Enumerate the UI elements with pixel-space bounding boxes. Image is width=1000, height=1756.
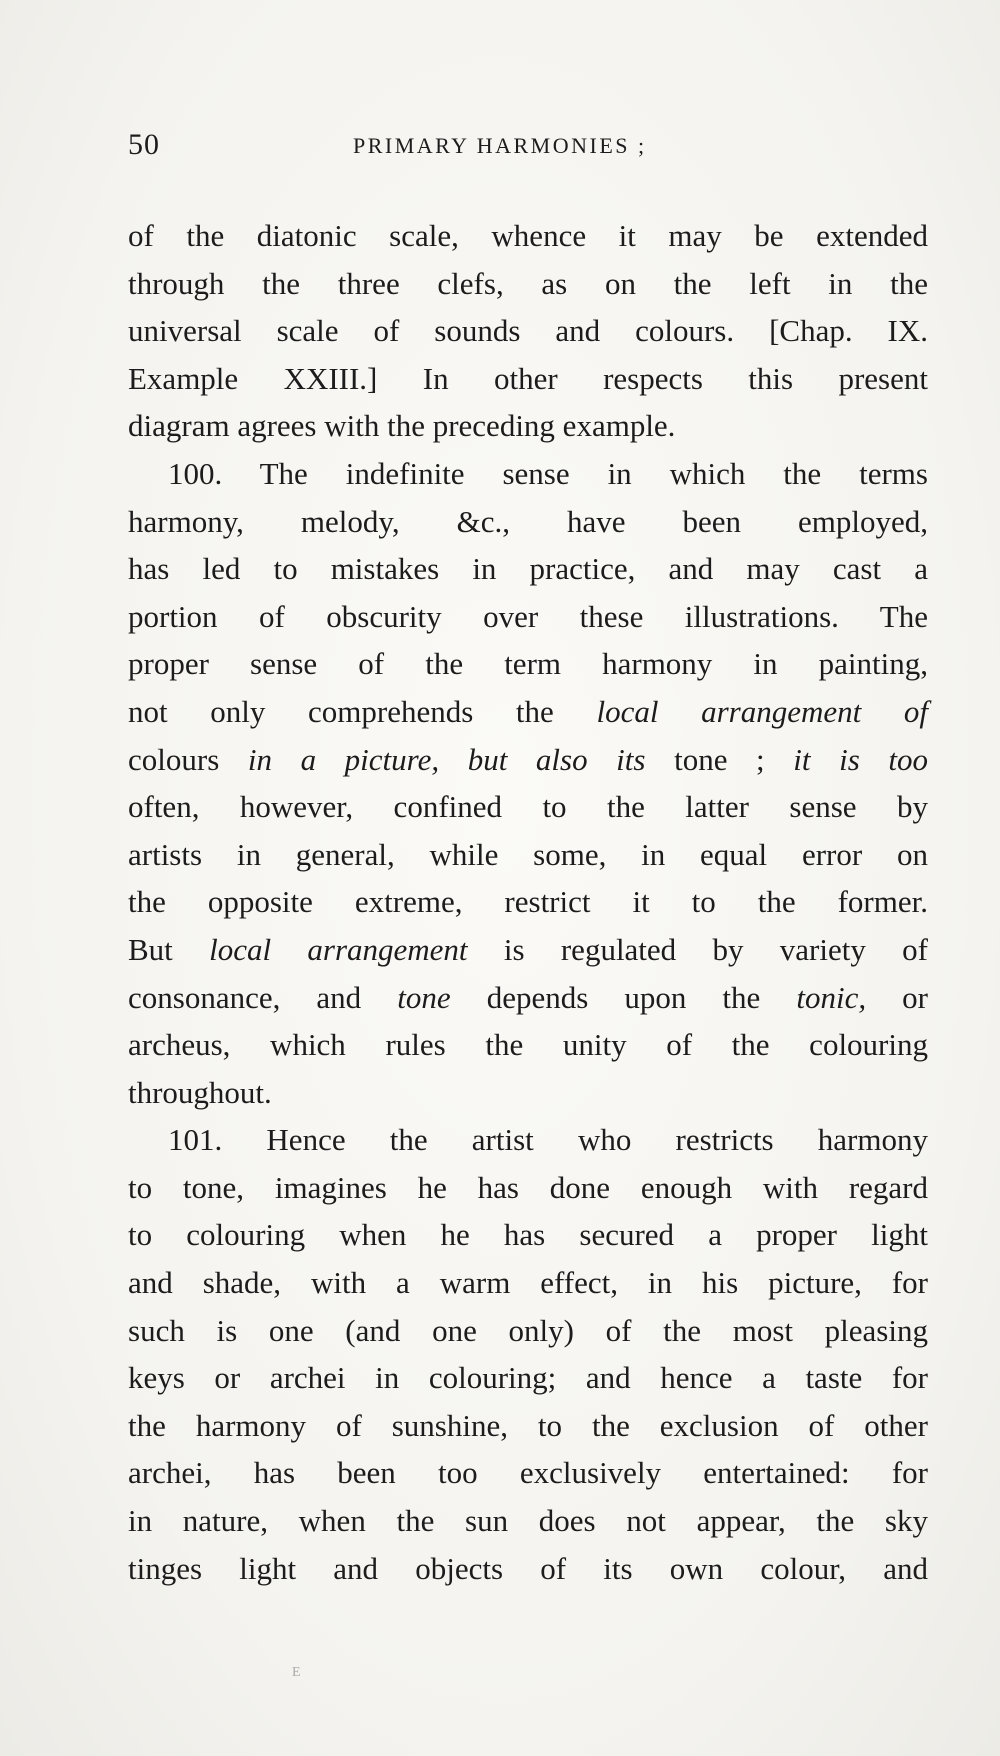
italic-phrase: local arrangement of: [596, 693, 928, 729]
text-line: [128, 1402, 928, 1450]
text-line: [128, 1545, 928, 1593]
text-segment: often, however, confined to the latter sense by: [128, 789, 928, 825]
text-segment: portion of obscurity over these illustrations. The: [128, 598, 928, 634]
text-line: [128, 1354, 928, 1402]
text-segment: archei, has been too exclusively entertained: for: [128, 1455, 928, 1491]
text-segment: artists in general, while some, in equal error on: [128, 836, 928, 872]
text-line: [128, 783, 928, 831]
italic-phrase: local arrangement: [209, 931, 468, 967]
text-line: [128, 1259, 928, 1307]
text-line: [128, 450, 928, 498]
running-title: PRIMARY HARMONIES ;: [353, 133, 647, 158]
text-line: [128, 736, 928, 784]
text-line: [128, 593, 928, 641]
text-line: [128, 1449, 928, 1497]
text-segment: But: [128, 931, 210, 967]
text-line: [128, 212, 928, 260]
text-segment: the harmony of sunshine, to the exclusion of other: [128, 1407, 928, 1443]
text-segment: to colouring when he has secured a proper light: [128, 1217, 928, 1253]
text-line: [128, 260, 928, 308]
text-segment: archeus, which rules the unity of the colouring: [128, 1027, 928, 1063]
signature-mark: E: [292, 1665, 301, 1680]
text-segment: consonance, and: [128, 979, 398, 1015]
text-segment: and shade, with a warm effect, in his picture, for: [128, 1265, 928, 1301]
text-line: [128, 498, 928, 546]
text-line: [128, 1164, 928, 1212]
text-segment: or: [866, 979, 928, 1015]
text-segment: has led to mistakes in practice, and may cast a: [128, 551, 928, 587]
text-segment: in nature, when the sun does not appear, the sky: [128, 1503, 928, 1539]
text-segment: diagram agrees with the preceding example.: [128, 408, 676, 444]
text-line: [128, 1211, 928, 1259]
page-number: 50: [128, 128, 160, 161]
text-segment: colours: [128, 741, 220, 777]
text-line: [128, 1497, 928, 1545]
text-segment: 101. Hence the artist who restricts harmony: [168, 1122, 928, 1158]
text-line: [128, 1307, 928, 1355]
text-segment: harmony, melody, &c., have been employed,: [128, 503, 928, 539]
text-segment: the opposite extreme, restrict it to the former.: [128, 884, 928, 920]
text-segment: Example XXIII.] In other respects this present: [128, 360, 928, 396]
text-line: [128, 545, 928, 593]
text-segment: 100. The indefinite sense in which the terms: [168, 455, 928, 491]
text-line: [128, 1021, 928, 1069]
text-line: [128, 307, 928, 355]
text-line: [128, 926, 928, 974]
text-segment: not only comprehends the: [128, 693, 597, 729]
text-line: [128, 640, 928, 688]
text-line: [128, 878, 928, 926]
text-segment: keys or archei in colouring; and hence a taste for: [128, 1360, 928, 1396]
text-line: [128, 1069, 928, 1117]
text-line: [128, 831, 928, 879]
text-segment: tinges light and objects of its own colour, and: [128, 1550, 928, 1586]
text-segment: proper sense of the term harmony in painting,: [128, 646, 928, 682]
text-line: [128, 1116, 928, 1164]
text-segment: depends upon the: [450, 979, 797, 1015]
text-segment: through the three clefs, as on the left in the: [128, 265, 928, 301]
text-segment: to tone, imagines he has done enough with regard: [128, 1169, 928, 1205]
page-header: [128, 128, 928, 168]
text-segment: such is one (and one only) of the most pleasing: [128, 1312, 928, 1348]
text-line: [128, 402, 928, 450]
italic-phrase: in a picture, but also its: [219, 741, 675, 777]
text-segment: of the diatonic scale, whence it may be extended: [128, 218, 928, 253]
text-segment: is regulated by variety of: [467, 931, 928, 967]
body-text: [128, 212, 928, 1592]
text-segment: universal scale of sounds and colours. [Chap. IX.: [128, 313, 928, 349]
text-line: [128, 355, 928, 403]
text-line: [128, 974, 928, 1022]
text-line: [128, 688, 928, 736]
italic-phrase: it is too: [764, 741, 928, 777]
italic-phrase: tone: [397, 979, 451, 1015]
italic-phrase: tonic,: [796, 979, 867, 1015]
text-segment: tone ;: [674, 741, 765, 777]
text-segment: throughout.: [128, 1074, 272, 1110]
